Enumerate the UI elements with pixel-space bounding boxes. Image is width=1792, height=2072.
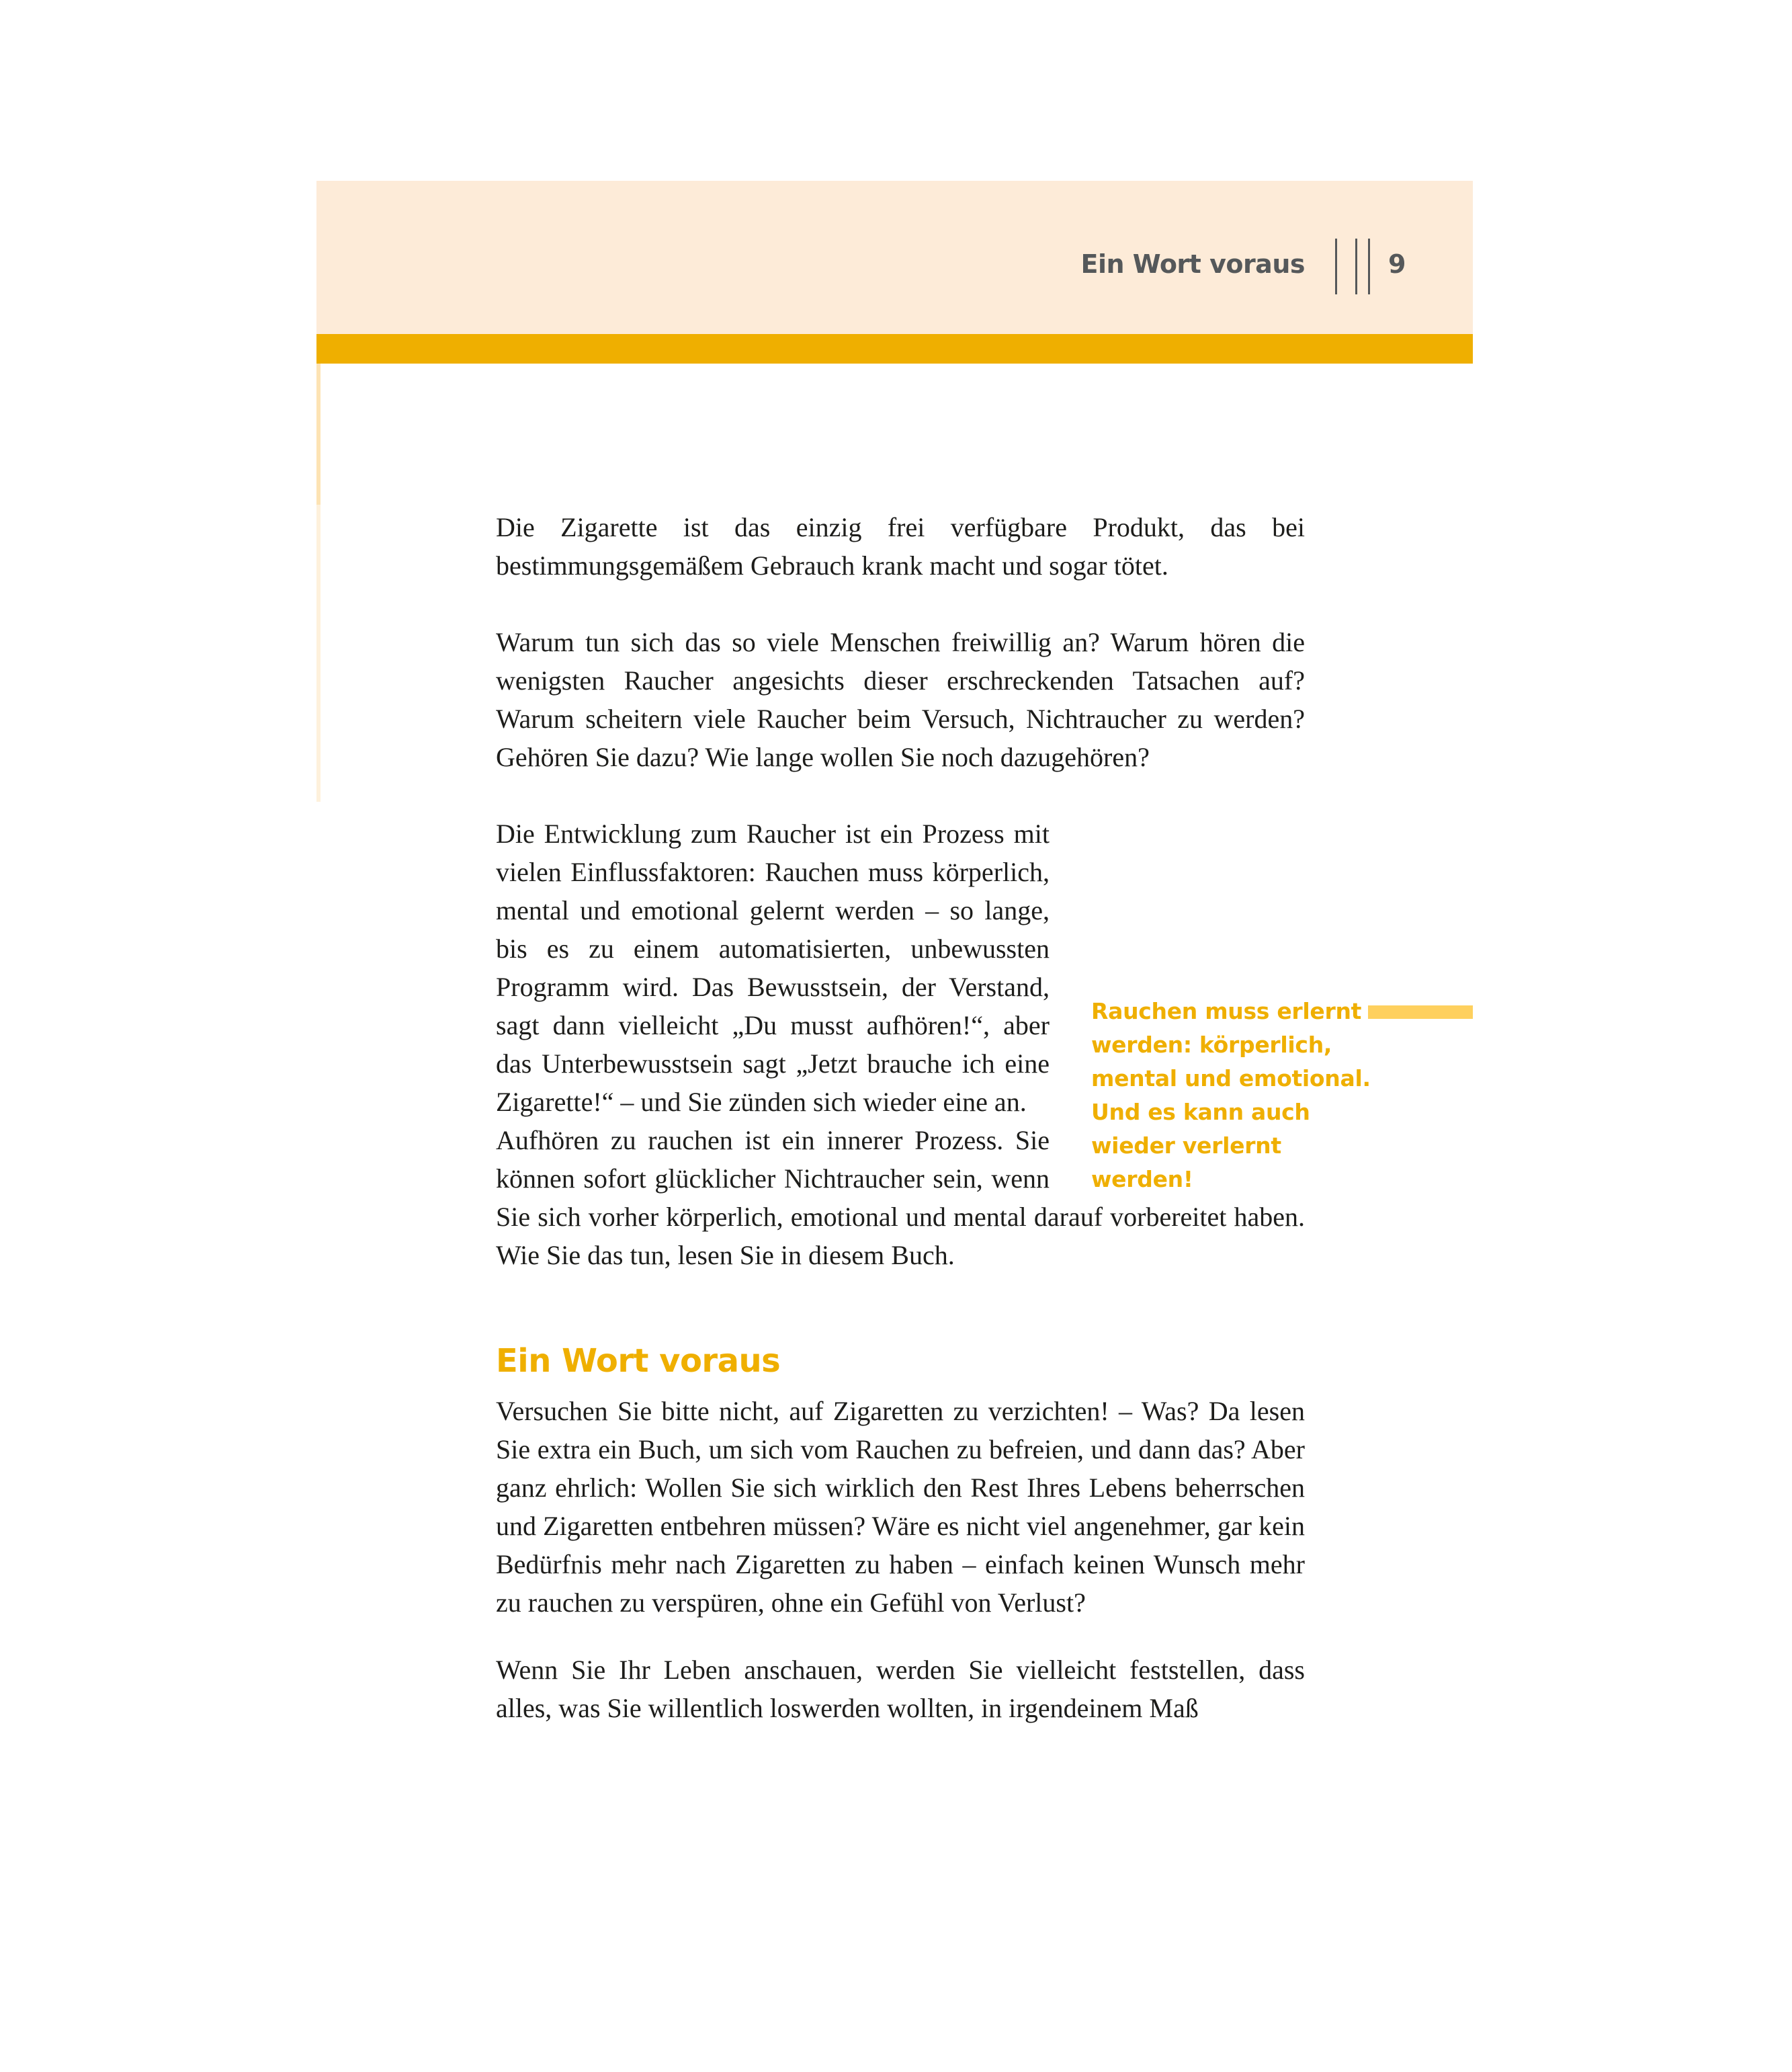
left-margin-accent: [316, 364, 321, 802]
body-paragraph: Warum tun sich das so viele Menschen freiwillig an? Warum hören die wenigsten Raucher angesichts dieser erschreckenden Tatsachen auf? Warum scheitern viele Raucher beim Versuch, Nichtraucher zu werden? Gehören Sie dazu? Wie lange wollen Sie noch dazugehören?: [496, 627, 1305, 772]
page-number: 9: [1388, 249, 1406, 279]
header-rule: [1368, 239, 1370, 294]
sidenote: Rauchen muss erlernt werden: körperlich, mental und emotional. Und es kann auch wieder verlernt werden!: [1091, 998, 1371, 1192]
header-accent-bar: [316, 334, 1473, 364]
section-heading: Ein Wort voraus: [496, 1342, 781, 1380]
header-rule: [1355, 239, 1357, 294]
sidenote-rule: [1368, 1005, 1473, 1019]
section-paragraph: Wenn Sie Ihr Leben anschauen, werden Sie vielleicht feststellen, dass alles, was Sie willentlich loswerden wollten, in irgendeinem Maß: [496, 1655, 1305, 1723]
body-paragraph: Die Entwicklung zum Raucher ist ein Prozess mit vielen Einflussfaktoren: Rauchen muss körperlich, mental und emotional gelernt werden – so lange, bis es zu einem automatisierten, unbewussten Programm wird. Das Bewusstsein, der Verstand, sagt dann vielleicht „Du musst aufhören!“, aber das Unterbewusstsein sagt „Jetzt brauche ich eine Zigarette!“ – und Sie zünden sich wieder eine an.: [496, 815, 1305, 1159]
running-title: Ein Wort voraus: [1080, 249, 1305, 279]
header-rule: [1335, 239, 1337, 294]
body-paragraph: Die Zigarette ist das einzig frei verfügbare Produkt, das bei bestimmungsgemäßem Gebrauch krank macht und sogar tötet.: [496, 512, 1305, 581]
section-paragraph: Versuchen Sie bitte nicht, auf Zigaretten zu verzichten! – Was? Da lesen Sie extra ein Buch, um sich vom Rauchen zu befreien, und dann das? Aber ganz ehrlich: Wollen Sie sich wirklich den Rest Ihres Lebens beherrschen und Zigaretten entbehren müssen? Wäre es nicht viel angenehmer, gar kein Bedürfnis mehr nach Zigaretten zu haben – einfach keinen Wunsch mehr zu rauchen zu verspüren, ohne ein Gefühl von Verlust?: [496, 1396, 1305, 1618]
body-paragraph: Aufhören zu rauchen ist ein innerer Prozess. Sie können sofort glücklicher Nichtraucher sein, wenn Sie sich vorher körperlich, emotional und mental darauf vorbereitet haben. Wie Sie das tun, lesen Sie in diesem Buch.: [496, 1121, 1305, 1274]
